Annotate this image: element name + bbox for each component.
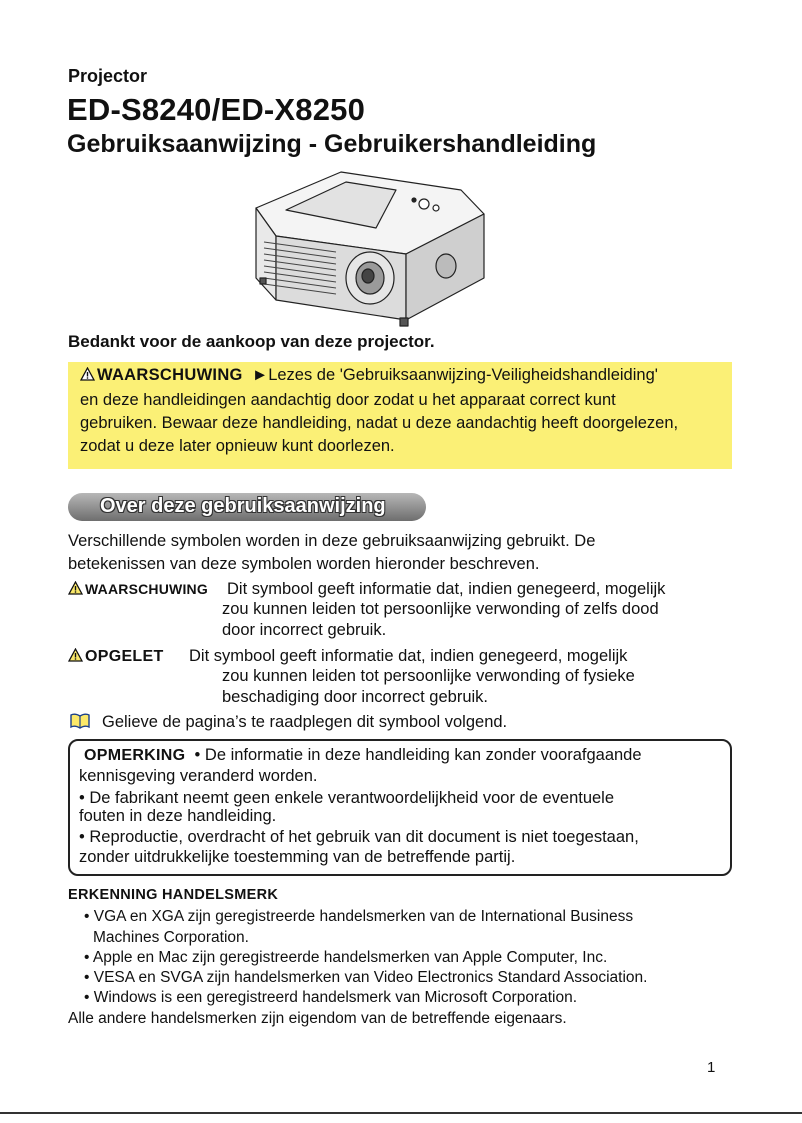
trademark-line: • Apple en Mac zijn geregistreerde handelsmerken van Apple Computer, Inc.	[84, 949, 608, 966]
trademark-footer: Alle andere handelsmerken zijn eigendom van de betreffende eigenaars.	[68, 1010, 567, 1027]
caution-symbol-line: zou kunnen leiden tot persoonlijke verwonding of fysieke	[222, 667, 635, 685]
arrow-icon: ►	[251, 366, 269, 384]
model-title: ED-S8240/ED-X8250	[67, 92, 366, 127]
warning-symbol-line: door incorrect gebruik.	[222, 621, 387, 639]
caution-symbol-line: beschadiging door incorrect gebruik.	[222, 688, 488, 706]
warning-symbol-line: zou kunnen leiden tot persoonlijke verwonding of zelfs dood	[222, 600, 659, 618]
warning-line: Lezes de 'Gebruiksaanwijzing-Veiligheidshandleiding'	[268, 366, 658, 384]
warning-symbol-tag: WAARSCHUWING	[85, 581, 208, 597]
page-kicker: Projector	[68, 66, 148, 86]
bottom-divider	[0, 1112, 802, 1114]
warning-symbol-row	[68, 580, 208, 599]
note-line: • De fabrikant neemt geen enkele verantwoordelijkheid voor de eventuele	[79, 789, 615, 807]
note-line: • De informatie in deze handleiding kan zonder voorafgaande	[194, 746, 642, 764]
warning-triangle-icon	[68, 581, 83, 595]
warning-symbol-line: Dit symbool geeft informatie dat, indien genegeerd, mogelijk	[227, 580, 666, 598]
book-icon	[70, 713, 90, 729]
caution-triangle-icon	[68, 648, 83, 662]
section-title: Over deze gebruiksaanwijzing	[100, 495, 386, 517]
note-line: fouten in deze handleiding.	[79, 807, 277, 825]
trademark-line: • VGA en XGA zijn geregistreerde handelsmerken van de International Business	[84, 908, 634, 925]
trademark-line: Machines Corporation.	[93, 929, 249, 946]
warning-line: zodat u deze later opnieuw kunt doorlezen.	[80, 437, 395, 455]
manual-subtitle: Gebruiksaanwijzing - Gebruikershandleiding	[67, 130, 597, 158]
intro-line: Verschillende symbolen worden in deze gebruiksaanwijzing gebruikt. De	[68, 532, 596, 550]
warning-triangle-icon	[80, 367, 95, 381]
warning-line: gebruiken. Bewaar deze handleiding, nadat u deze aandachtig heeft doorgelezen,	[80, 414, 679, 432]
warning-box	[68, 362, 732, 469]
note-tag: OPMERKING	[84, 747, 186, 764]
trademark-line: • Windows is een geregistreerd handelsmerk van Microsoft Corporation.	[84, 989, 578, 1006]
note-line: • Reproductie, overdracht of het gebruik van dit document is niet toegestaan,	[79, 828, 639, 846]
note-line: zonder uitdrukkelijke toestemming van de betreffende partij.	[79, 848, 516, 866]
projector-illustration	[246, 168, 490, 330]
section-heading-pill	[68, 493, 426, 521]
caution-symbol-row	[68, 647, 164, 666]
note-line: kennisgeving veranderd worden.	[79, 767, 318, 785]
warning-tag: WAARSCHUWING	[97, 366, 243, 384]
trademark-title: ERKENNING HANDELSMERK	[68, 887, 279, 903]
reference-note: Gelieve de pagina’s te raadplegen dit symbool volgend.	[102, 713, 508, 731]
caution-symbol-line: Dit symbool geeft informatie dat, indien genegeerd, mogelijk	[189, 647, 628, 665]
note-first-row	[84, 746, 642, 765]
trademark-line: • VESA en SVGA zijn handelsmerken van Video Electronics Standard Association.	[84, 969, 648, 986]
page-number: 1	[707, 1059, 716, 1076]
intro-line: betekenissen van deze symbolen worden hieronder beschreven.	[68, 555, 540, 573]
caution-symbol-tag: OPGELET	[85, 648, 164, 665]
thanks-message: Bedankt voor de aankoop van deze projector.	[68, 332, 435, 351]
warning-line: en deze handleidingen aandachtig door zodat u het apparaat correct kunt	[80, 391, 616, 409]
